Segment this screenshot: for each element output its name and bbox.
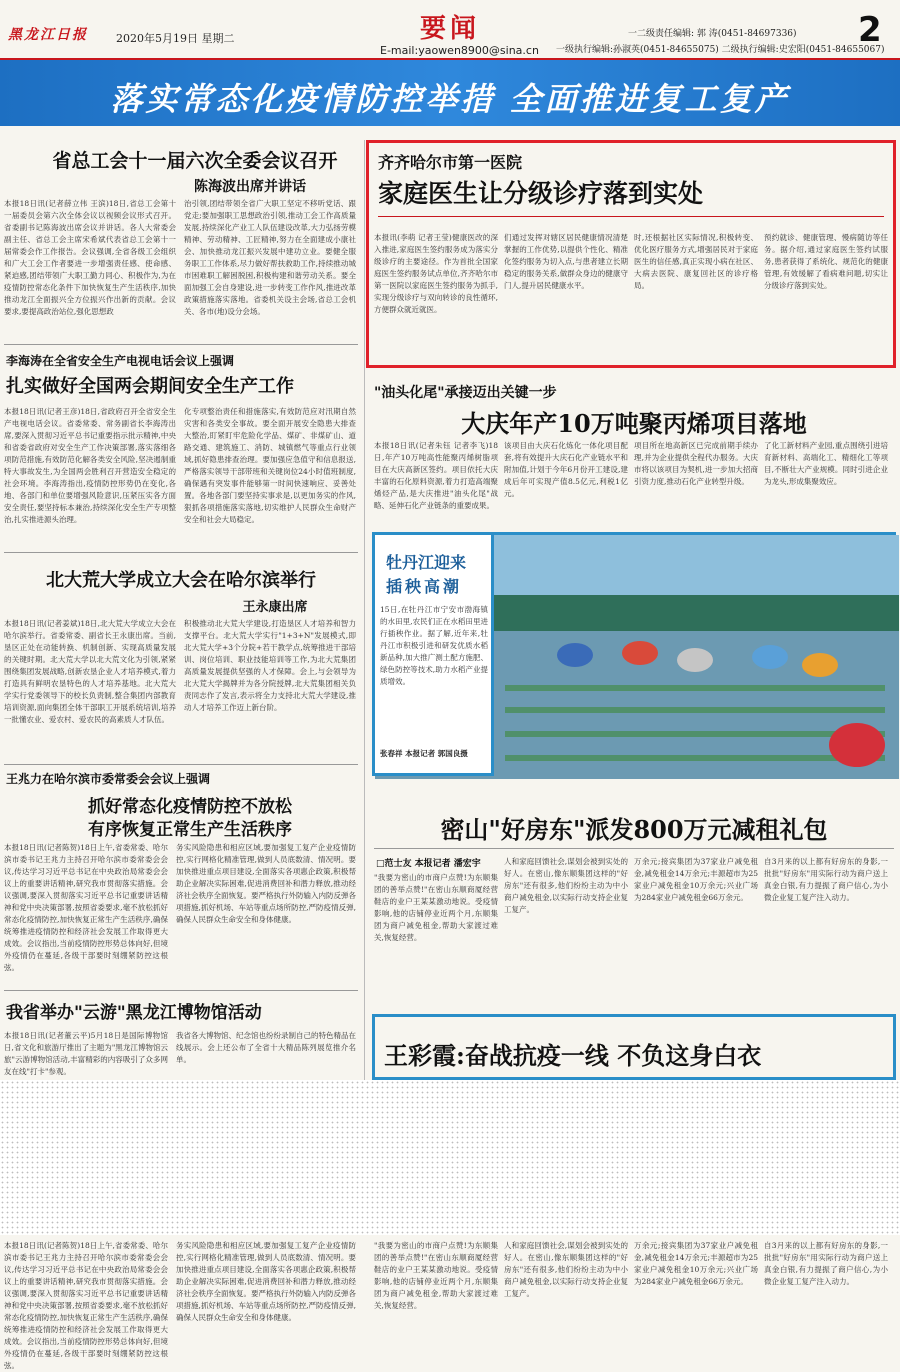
hospital-body-col3: 时,还根据社区实际情况,积极转变、优化医疗服务方式,增强居民对于家庭医生的信任感,真正实现小病在社区、大病去医院、康复回社区的诊疗格局。 xyxy=(634,233,758,290)
union-headline: 省总工会十一届六次全委会议召开 xyxy=(52,150,338,172)
issue-date: 2020年5月19日 星期二 xyxy=(116,32,235,45)
daqing-headline: 大庆年产10万吨聚丙烯项目落地 xyxy=(461,409,807,438)
wangzhaoli-kicker: 王兆力在哈尔滨市委常委会会议上强调 xyxy=(6,772,211,786)
safety-headline: 扎实做好全国两会期间安全生产工作 xyxy=(6,376,294,397)
wangzhaoli-body-col1: 本报18日讯(记者陈贺)18日上午,省委常委、哈尔滨市委书记王兆力主持召开哈尔滨市委常委会会议,传达学习习近平总书记在中央政治局常委会会议上的重要讲话精神,研究我市贯彻落实措施。会议强调,要深入贯彻落实习近平总书记重要讲话精神和党中央决策部署,按照省委要求,毫不放松抓好常态化疫情防控,加快恢复正常生产生活秩序,确保统筹推进疫情防控和经济社会发展工作取得更大成效。会议指出,当前疫情防控形势总体向好,但境外疫情仍在蔓延,各级干部要时刻绷紧防控这根弦。 xyxy=(4,843,168,972)
wangzhaoli-body-continued: 本报18日讯(记者陈贺)18日上午,省委常委、哈尔滨市委书记王兆力主持召开哈尔滨市委常委会会议,传达学习习近平总书记在中央政治局常委会会议上的重要讲话精神,研究我市贯彻落实措施。会议强调,要深入贯彻落实习近平总书记重要讲话精神和党中央决策部署,按照省委要求,毫不放松抓好常态化疫情防控,加快恢复正常生产生活秩序,确保统筹推进疫情防控和经济社会发展工作取得更大成效。会议指出,当前疫情防控形势总体向好,但境外疫情仍在蔓延,各级干部要时刻绷紧防控这根弦。 xyxy=(4,1241,168,1370)
wangcaixia-headline: 王彩霞:奋战抗疫一线 不负这身白衣 xyxy=(384,1041,762,1070)
hospital-kicker: 齐齐哈尔市第一医院 xyxy=(378,153,523,172)
halftone-overlay xyxy=(0,1080,900,1235)
wangzhaoli-body-col2: 务实风险隐患和相应区域,要加强复工复产企业疫情防控,实行网格化精准管理,做到人员底数清、情况明。要加快推进重点项目建设,全面落实各项惠企政策,积极帮助企业解决实际困难,促进消费回补和潜力释放,推动经济社会秩序全面恢复。要严格执行外防输入内防反弹各项措施,抓好机场、车站等重点场所防控,严防疫情反弹,确保人民群众生命安全和身体健康。 xyxy=(176,843,356,924)
wangzhaoli-body-col2-continued: 务实风险隐患和相应区域,要加强复工复产企业疫情防控,实行网格化精准管理,做到人员底数清、情况明。要加快推进重点项目建设,全面落实各项惠企政策,积极帮助企业解决实际困难,促进消费回补和潜力释放,推动经济社会秩序全面恢复。要严格执行外防输入内防反弹各项措施,抓好机场、车站等重点场所防控,严防疫情反弹,确保人民群众生命安全和身体健康。 xyxy=(176,1241,356,1322)
mishan-headline: 密山"好房东"派发800万元减租礼包 xyxy=(440,815,828,844)
section-title: 要闻 xyxy=(420,14,481,44)
beidahuang-subhead: 王永康出席 xyxy=(242,600,308,615)
hospital-rule xyxy=(378,216,884,217)
daqing-body-col1: 本报18日讯(记者朱钰 记者李飞)18日,年产10万吨高性能聚丙烯树脂项目在大庆高新区签约。项目依托大庆丰富的石化原料资源,着力打造高端聚烯烃产品,是大庆推进"油头化尾"战略、延伸石化产业链条的重要成果。 xyxy=(374,441,498,510)
divider xyxy=(4,552,358,553)
mishan-body-col2: 人和家庭回馈社会,谋划会被到实处的好人。在密山,像东顺集团这样的"好房东"还有很多,他们纷纷主动为中小商户减免租金,以实际行动支持企业复工复产。 xyxy=(504,857,628,914)
divider xyxy=(4,344,358,345)
safety-kicker: 李海涛在全省安全生产电视电话会议上强调 xyxy=(6,354,235,368)
hospital-headline: 家庭医生让分级诊疗落到实处 xyxy=(378,179,704,208)
safety-body-col1: 本报18日讯(记者王彦)18日,省政府召开全省安全生产电视电话会议。省委常委、常务副省长李海涛出席,要深入贯彻习近平总书记重要指示批示精神,中央和省委省政府对安全生产工作决策部署,落实落细各项防范措施,有效防范化解各类安全风险,坚决遏制重特大事故发生,为全国两会胜利召开营造安全稳定的社会环境。李海涛指出,疫情防控形势仍在变化,各地、各部门和单位要增强风险意识,压紧压实各方面安全责任,要坚持标本兼治,持续深化安全生产专项整治,扎实推进源头治理。 xyxy=(4,407,176,524)
daqing-body-col2: 该项目由大庆石化炼化一体化项目配套,将有效提升大庆石化产业链水平和附加值,计划于今年6月份开工建设,建成后年可实现产值8.5亿元,利税1亿元。 xyxy=(504,441,628,498)
beidahuang-body-col2: 积极推动北大荒大学建设,打造垦区人才培养和智力支撑平台。北大荒大学实行"1+3+N"发展模式,即北大荒大学+3个分院+若干教学点,统筹推进干部培训、岗位培训、职业技能培训等工作,为北大荒集团高质量发展提供坚强的人才保障。会上,与会领导为北大荒大学揭牌并为各分院授牌,北大荒集团相关负责同志作了发言,表示将全力支持北大荒大学建设,推动人才培养工作迈上新台阶。 xyxy=(184,619,356,712)
column-divider xyxy=(364,140,365,1080)
beidahuang-headline: 北大荒大学成立大会在哈尔滨举行 xyxy=(46,570,316,591)
mishan-body-col3: 万余元;接宾集团为37家业户减免租金,减免租金14万余元;丰源超市为25家业户减免租金10万余元;兴业广场为284家业户减免租金66万余元。 xyxy=(634,857,758,902)
editor-line-2: 一级执行编辑:孙淑英(0451-84655075) 二级执行编辑:史宏阳(0451-84655067) xyxy=(556,45,885,55)
beidahuang-body-col1: 本报18日讯(记者姜斌)18日,北大荒大学成立大会在哈尔滨举行。省委常委、副省长王永康出席。当前,垦区正处在动能转换、机制创新、实现高质量发展的关键时期。北大荒大学以北大荒文化为引领,紧紧围绕集团发展战略,创新农垦企业人才培养模式,着力打造具有鲜明农垦特色的人才培养基地。北大荒大学实行党委领导下的校长负责制,整合集团内部教育培训资源,面向集团全体干部职工开展系统培训,培养一批懂农业、爱农村、爱农民的高素质人才队伍。 xyxy=(4,619,176,724)
divider xyxy=(374,848,894,849)
museum-body-col2: 我省各大博物馆、纪念馆也纷纷录制自己的特色精品在线展示。会上还公布了全省十大精品陈列展览推介名单。 xyxy=(176,1031,356,1064)
photo-title-1: 牡丹江迎来 xyxy=(386,553,467,572)
union-body-col1: 本报18日讯(记者薛立伟 王滨)18日,省总工会第十一届委员会第六次全体会议以视频会议形式召开。省委副书记陈海波出席会议并讲话。各人大常委会副主任、省总工会主席宋希斌代表省总工会第十一届常委会作工作报告。会议强调,全省各级工会组织和广大工会工作者要进一步增强责任感、使命感、紧迫感,团结带领广大职工勤力同心、积极作为,为在疫情防控常态化条件下加快恢复生产生活秩序,加快推动龙江全面振兴全方位振兴作出新的贡献。会议要求,要提高政治站位,强化思想政 xyxy=(4,199,176,316)
union-subhead: 陈海波出席并讲话 xyxy=(194,179,306,195)
newspaper-logo: 黑龙江日报 xyxy=(8,27,88,43)
union-body-col2: 治引领,团结带领全省广大职工坚定不移听党话、跟党走;要加强职工思想政治引领,推动工会工作高质量发展,持续深化产业工人队伍建设改革,大力弘扬劳模精神、劳动精神、工匠精神,努力在全面建成小康社会、加快推动龙江振兴发展中建功立业。要健全服务职工工作体系,尽力做好帮扶救助工作,持续推动城市困难职工解困脱困,积极构建和谐劳动关系。要全面加强工会自身建设,进一步转变工作作风,推进改革政策措施落实落地。省委机关设主会场,省总工会机关、各市(地)设分会场。 xyxy=(184,199,356,316)
section-email: E-mail:yaowen8900@sina.cn xyxy=(380,44,539,57)
divider xyxy=(4,990,358,991)
mishan-body-col4: 自3月来的以上都有好房东的身影,一批批"好房东"用实际行动为商户送上真金白银,有力提振了商户信心,为小微企业复工复产注入动力。 xyxy=(764,857,888,902)
photo-credit: 张春祥 本报记者 郭国良摄 xyxy=(380,749,468,758)
mishan-byline: □范士友 本报记者 潘宏宇 xyxy=(376,859,481,869)
daqing-kicker: "油头化尾"承接迈出关键一步 xyxy=(374,385,557,401)
photo-caption: 15日,在牡丹江市宁安市渤海镇的水田里,农民们正在水稻田里进行插秧作业。据了解,近年来,牡丹江市积极引进和研发优质水稻新品种,加大推广测土配方施肥、绿色防控等技术,助力水稻产业提质增效。 xyxy=(380,605,488,686)
photo-title-2: 插秧高潮 xyxy=(386,577,463,596)
wangzhaoli-headline-2: 有序恢复正常生产生活秩序 xyxy=(88,820,292,840)
mishan-body-col1: "我要为密山的市商户点赞!为东顺集团的善举点赞!"在密山东顺商厦经营鞋店的业户王某某激动地说。受疫情影响,他的店铺停业近两个月,东顺集团为商户减免租金,帮助大家渡过难关,恢复经营。 xyxy=(374,873,498,942)
mishan-body-col3-continued: 万余元;接宾集团为37家业户减免租金,减免租金14万余元;丰源超市为25家业户减免租金10万余元;兴业广场为284家业户减免租金66万余元。 xyxy=(634,1241,758,1286)
safety-body-col2: 化专项整治责任和措施落实,有效防范应对汛期自然灾害和各类安全事故。要全面开展安全隐患大排查大整治,盯紧盯牢危险化学品、煤矿、非煤矿山、道路交通、建筑施工、消防、城镇燃气等重点行业领域,抓好隐患排查治理。要加强应急值守和信息报送,严格落实领导干部带班和关键岗位24小时值班制度,确保遇有突发事件能够第一时间快速响应、妥善处置。各地各部门要坚持实事求是,以更加务实的作风,狠抓各项措施落实落地,切实维护人民群众生命财产安全和社会大局稳定。 xyxy=(184,407,356,524)
editor-line-1: 一二级责任编辑: 郭 涛(0451-84697336) xyxy=(628,29,797,39)
divider xyxy=(4,764,358,765)
hospital-body-col1: 本报讯(李萌 记者王莹)健康医改的深入推进,家庭医生签约服务成为落实分级诊疗的主要途径。作为首批全国家庭医生签约服务试点单位,齐齐哈尔市第一医院以家庭医生签约服务为抓手,实现分级诊疗与双向转诊的良性循环,方便群众就近就医。 xyxy=(374,233,498,314)
topic-banner-text: 落实常态化疫情防控举措 全面推进复工复产 xyxy=(110,80,790,118)
page-number: 2 xyxy=(858,10,882,50)
wangzhaoli-headline-1: 抓好常态化疫情防控不放松 xyxy=(88,797,292,817)
hospital-body-col2: 们通过发挥对辖区居民健康情况清楚掌握的工作优势,以提供个性化、精准化签约服务为切入点,与患者建立长期稳定的服务关系,做群众身边的健康守门人,提升居民健康水平。 xyxy=(504,233,628,290)
museum-body-col1: 本报18日讯(记者董云平)5月18日是国际博物馆日,省文化和旅游厅推出了主题为"黑龙江博物馆云旅"云游博物馆活动,丰富精彩的内容吸引了众多网友在线"打卡"参观。 xyxy=(4,1031,168,1076)
mishan-body-col1-continued: "我要为密山的市商户点赞!为东顺集团的善举点赞!"在密山东顺商厦经营鞋店的业户王某某激动地说。受疫情影响,他的店铺停业近两个月,东顺集团为商户减免租金,帮助大家渡过难关,恢复经营。 xyxy=(374,1241,498,1310)
mishan-body-col2-continued: 人和家庭回馈社会,谋划会被到实处的好人。在密山,像东顺集团这样的"好房东"还有很多,他们纷纷主动为中小商户减免租金,以实际行动支持企业复工复产。 xyxy=(504,1241,628,1298)
mishan-body-col4-continued: 自3月来的以上都有好房东的身影,一批批"好房东"用实际行动为商户送上真金白银,有力提振了商户信心,为小微企业复工复产注入动力。 xyxy=(764,1241,888,1286)
hospital-body-col4: 预约就诊、健康管理、慢病随访等任务。据介绍,通过家庭医生签约试服务,患者获得了系统化、规范化的健康管理,有效缓解了看病难问题,切实让分级诊疗落到实处。 xyxy=(764,233,888,290)
daqing-body-col4: 了化工新材料产业园,重点围绕引进培育新材料、高端化工、精细化工等项目,不断壮大产业规模。同时引进企业为龙头,形成集聚效应。 xyxy=(764,441,888,486)
daqing-body-col3: 项目所在地高新区已完成前期手续办理,并为企业提供全程代办服务。大庆市将以该项目为契机,进一步加大招商引资力度,推动石化产业转型升级。 xyxy=(634,441,758,486)
museum-headline: 我省举办"云游"黑龙江博物馆活动 xyxy=(6,1003,262,1023)
